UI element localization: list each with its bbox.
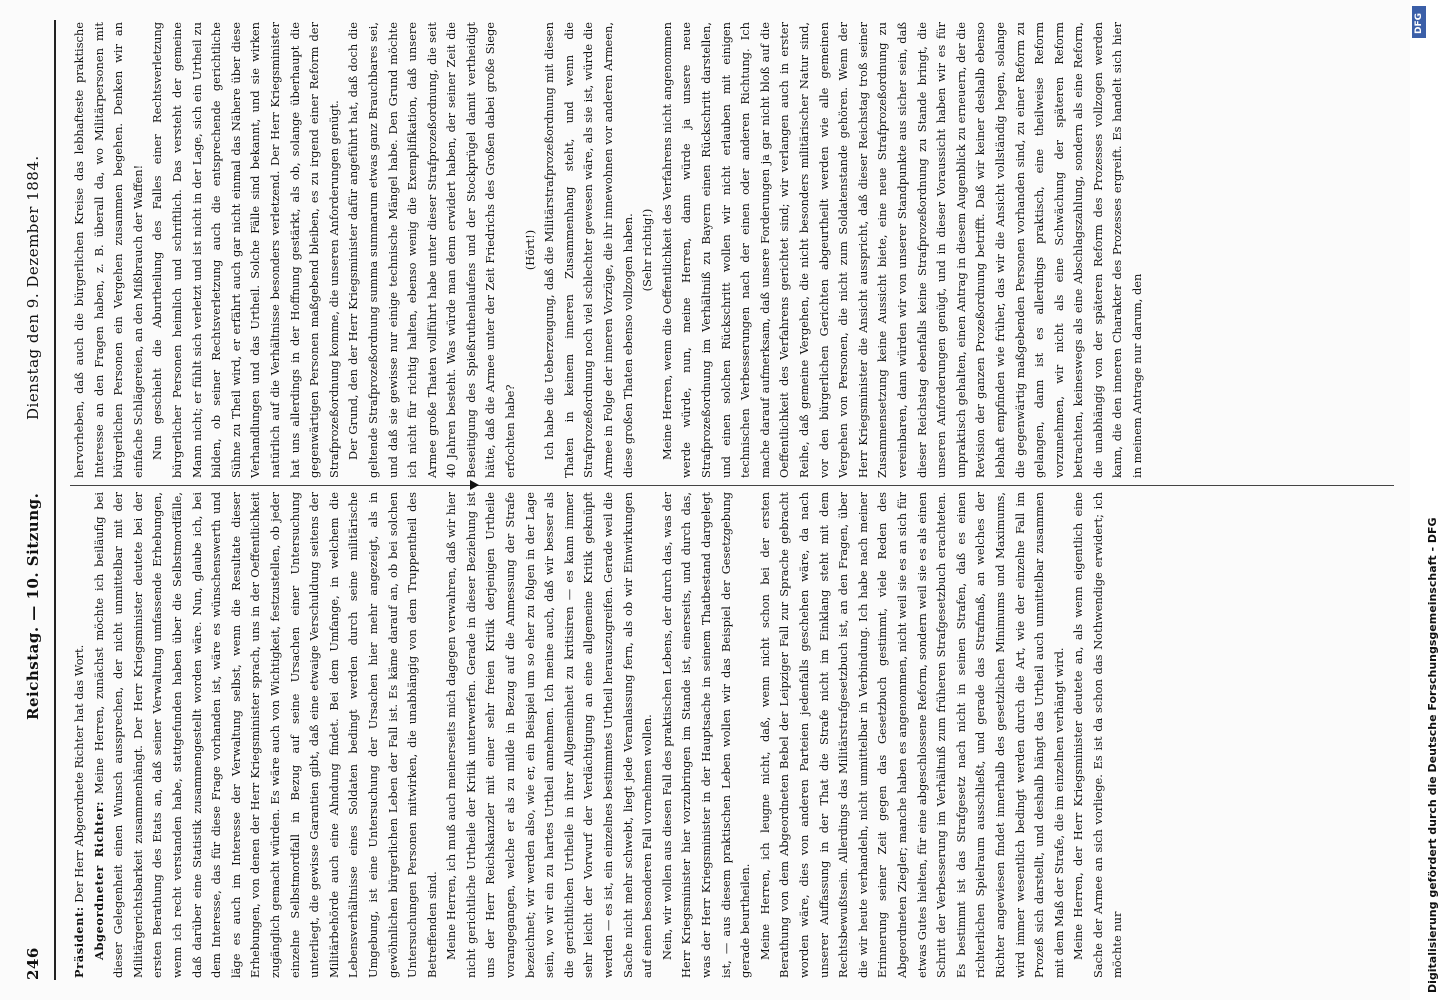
session-title: Reichstag. — 10. Sitzung.	[24, 492, 42, 720]
right-text-column	[70, 22, 1394, 478]
digitization-credit	[1404, 0, 1439, 1000]
paragraph	[90, 492, 443, 978]
paragraph-text: Meine Herren, zunächst möchte ich beiläufig bei dieser Gelegenheit einen Wunsch aussprechen, der nicht unmittelbar mit der Militärgerichtsbarkeit zusammenhängt. Der Herr Kriegsminister deutete bei der ersten Berathung des Etats an, daß seiner Verwaltung umfassende Erhebungen, wenn ich recht verstanden habe, stattgefunden haben über die Selbstmordfälle, daß darüber eine Statistik zusammengestellt worden wäre. Nun, glaube ich, bei dem Interesse, das für diese Frage vorhanden ist, wäre es wünschenswerth und läge es auch im Interesse der Verwaltung selbst, wenn die Resultate dieser Erhebungen, von denen der Herr Kriegsminister sprach, uns in der Oeffentlichkeit zugänglich gemacht würden. Es wäre auch von Wichtigkeit, festzustellen, ob jeder einzelne Selbstmordfall in Bezug auf seine Ursachen einer Untersuchung unterliegt, die gewisse Garantien gibt, daß eine etwaige Verschuldung seitens der Militärbehörde auch eine Ahndung findet. Bei dem Umfange, in welchem die Lebensverhältnisse eines Soldaten bedingt werden durch seine militärische Umgebung, ist eine Untersuchung der Ursachen hier mehr angezeigt, als in gewöhnlichen bürgerlichen Leben der Fall ist. Es käme darauf an, ob bei solchen Untersuchungen Personen mitwirken, die unabhängig von dem Truppentheil des Betreffenden sind.	[91, 491, 439, 978]
speaker-name: Abgeordneter Richter:	[91, 800, 106, 960]
paragraph: Der Grund, den der Herr Kriegsminister dafür angeführt hat, daß doch die geltende Strafprozeßordnung summa summarum etwas ganz Brauchbares sei, und daß sie gewisse nur einige technische Mängel habe. Den Grund möchte ich nicht für richtig halten, ebenso wenig die Exemplifikation, daß unsere Armee große Thaten vollführt habe unter dieser Strafprozeßordnung, die seit 40 Jahren besteht. Was würde man denn erwidert haben, der seiner Zeit die Beseitigung des Spießruthenlaufens und der Stockprügel damit vertheidigt hätte, daß die Armee unter der Zeit Friedrichs des Großen dabei große Siege erfochten habe?	[346, 22, 518, 478]
session-date: Dienstag den 9. Dezember 1884.	[24, 155, 42, 420]
paragraph-text: Der Herr Abgeordnete Richter hat das Wort.	[72, 644, 86, 903]
column-divider	[70, 485, 1394, 486]
paragraph: Meine Herren, ich muß auch meinerseits mich dagegen verwahren, daß wir hier nicht gerichtliche Urtheile der Kritik unterwerfen. Gerade in dieser Beziehung ist uns der Herr Reichskanzler mit einer sehr freien Kritik derjenigen Urtheile vorangegangen, welche er als zu milde in Bezug auf die Anmessung der Strafe bezeichnet; wir werden also, wie er, ein Beispiel um so eher zu folgen in der Lage sein, wo wir ein zu hartes Urtheil annehmen. Ich meine auch, daß wir besser als die gerichtlichen Urtheile in ihrer Allgemeinheit zu kritisiren — es kann immer sehr leicht der Vorwurf der Verdächtigung an eine allgemeine Kritik geknüpft werden — es ist, ein einzelnes bestimmtes Urtheil herauszugreifen. Gerade weil die Sache nicht mehr schwebt, liegt jede Veranlassung fern, als ob wir Einwirkungen auf einen besonderen Fall vornehmen wollen.	[444, 492, 655, 978]
paragraph	[70, 492, 90, 978]
interjection: (Sehr richtig!)	[640, 208, 655, 292]
interjection: (Hört!)	[522, 229, 537, 271]
column-marker-triangle	[470, 480, 479, 490]
dfg-logo-text: DFG	[1414, 12, 1424, 34]
paragraph: Ich habe die Ueberzeugung, daß die Militärstrafprozeßordnung mit diesen Thaten in keinem inneren Zusammenhang steht, und wenn die Strafprozeßordnung noch viel schlechter gewesen wäre, als sie ist, würde die Armee in Folge der inneren Vorzüge, die ihr innewohnen vor anderen Armeen, diese großen Thaten ebenso vollzogen haben.	[542, 22, 635, 478]
speaker-name: Präsident:	[72, 906, 86, 978]
left-text-column	[70, 492, 1394, 978]
page-number: 246	[24, 947, 42, 980]
paragraph: Nun geschieht die Aburtheilung des Falles einer Rechtsverletzung bürgerlicher Personen heimlich und schriftlich. Das versteht der gemeine Mann nicht; er fühlt sich verletzt und ist nicht in der Lage, sich ein Urtheil zu bilden, ob seiner Rechtsverletzung auch die entsprechende gerichtliche Sühne zu Theil wird, er erfährt auch gar nicht einmal das Nähere über diese Verhandlungen und das Urtheil. Solche Fälle sind bekannt, und sie wirken natürlich auf die Verhältnisse besonders verletzend. Der Herr Kriegsminister hat uns allerdings in der Hoffnung gestärkt, als ob, solange überhaupt die gegenwärtigen Personen maßgebend bleiben, es zu irgend einer Reform der Strafprozeßordnung komme, die unseren Anforderungen genügt.	[150, 22, 341, 478]
paragraph: Nein, wir wollen aus diesen Fall des praktischen Lebens, der durch das, was der Herr Kriegsminister hier vorzubringen im Stande ist, einerseits, und durch das, was der Herr Kriegsminister in der Hauptsache in seinem Thatbestand dargelegt ist, — aus diesem praktischen Leben wollen wir das Beispiel der Gesetzgebung gerade beurtheilen.	[659, 492, 753, 978]
paragraph: Meine Herren, ich leugne nicht, daß, wenn nicht schon bei der ersten Berathung von dem Abgeordneten Bebel der Leipziger Fall zur Sprache gebracht worden wäre, dies von anderen Parteien jedenfalls geschehen wäre, da nach unserer Auffassung in der That die Strafe nicht im Einklang steht mit dem Rechtsbewußtsein. Allerdings das Militärstrafgesetzbuch ist, an den Fragen, über die wir heute verhandeln, nicht unmittelbar in Verbindung. Ich habe nach meiner Erinnerung seiner Zeit gegen das Gesetzbuch gestimmt, viele Reden des Abgeordneten Ziegler; manche haben es angenommen, nicht weil sie es an sich für etwas Gutes hielten, für eine abgeschlossene Reform, sondern weil sie es als einen Schritt der Verbesserung im Verhältniß zum früheren Strafgesetzbuch erachteten. Es bestimmt ist das Strafgesetz nach nicht in seinen Strafen, daß es einen richterlichen Spielraum ausschließt, und gerade das Strafmaß, an welches der Richter angewiesen findet innerhalb des gesetzlichen Minimums und Maximums, wird immer wesentlich bedingt werden durch die Art, wie der einzelne Fall im Prozeß sich darstellt, und deshalb hängt das Urtheil auch unmittelbar zusammen mit dem Maß der Strafe, die im einzelnen verhängt wird.	[757, 492, 1066, 978]
paragraph: hervorheben, daß auch die bürgerlichen Kreise das lebhafteste praktische Interesse an den Fragen haben, z. B. überall da, wo Militärpersonen mit bürgerlichen Personen ein Vergehen zusammen begehen. Denken wir an einfache Schlägereien, an den Mißbrauch der Waffen!	[72, 22, 145, 478]
credit-text: Digitalisierung gefördert durch die Deutsche Forschungsgemeinschaft - DFG	[1426, 517, 1439, 993]
page-header	[18, 20, 56, 980]
dfg-logo	[1412, 6, 1426, 38]
paragraph: Meine Herren, wenn die Oeffentlichkeit des Verfahrens nicht angenommen werde würde, nun, meine Herren, dann würde ja unsere neue Strafprozeßordnung im Verhältniß zu Bayern einen Rückschritt darstellen, und einen solchen Rückschritt wollen wir nicht erlauben mit einigen technischen Verbesserungen nach der einen oder anderen Richtung. Ich mache darauf aufmerksam, daß unsere Forderungen ja gar nicht bloß auf die Oeffentlichkeit des Verfahrens gerichtet sind; wir verlangen auch in erster Reihe, daß gemeine Vergehen, die nicht besonders militärischer Natur sind, vor den bürgerlichen Gerichten abgeurtheilt werden wie alle gemeinen Vergehen von Personen, die nicht zum Soldatenstande gehören. Wenn der Herr Kriegsminister die Ansicht ausspricht, daß dieser Reichstag troß seiner Zusammensetzung keine Aussicht biete, eine neue Strafprozeßordnung zu vereinbaren, dann würden wir von unserer Standpunkte aus sicher sein, daß dieser Reichstag ebenfalls keine Strafprozeßordnung zu Stande bringt, die unseren Anforderungen genügt, und in dieser Voraussicht haben wir es für unpraktisch gehalten, einen Antrag in diesem Augenblick zu erneuern, der die Revision der ganzen Prozeßordnung betrifft. Daß wir keiner deshalb ebenso lebhaft empfinden wie früher, das wir die Ansicht vollständig hegen, solange die gegenwärtig maßgebenden Personen vorhanden sind, zu einer Reform zu gelangen, dann ist es allerdings praktisch, eine theilweise Reform vorzunehmen, wir nicht als eine Schwächung der späteren Reform betrachten, keineswegs als eine Abschlagszahlung, sondern als eine Reform, die unabhängig von der späteren Reform des Prozesses vollzogen werden kann, die den inneren Charakter des Prozesses ergreift. Es handelt sich hier in meinem Antrage nur darum, den	[659, 22, 1145, 478]
paragraph: Meine Herren, der Herr Kriegsminister deutete an, als wenn eigentlich eine Sache der Armee an sich vorliege. Es ist da schon das Nothwendige erwidert; ich möchte nur	[1071, 492, 1125, 978]
